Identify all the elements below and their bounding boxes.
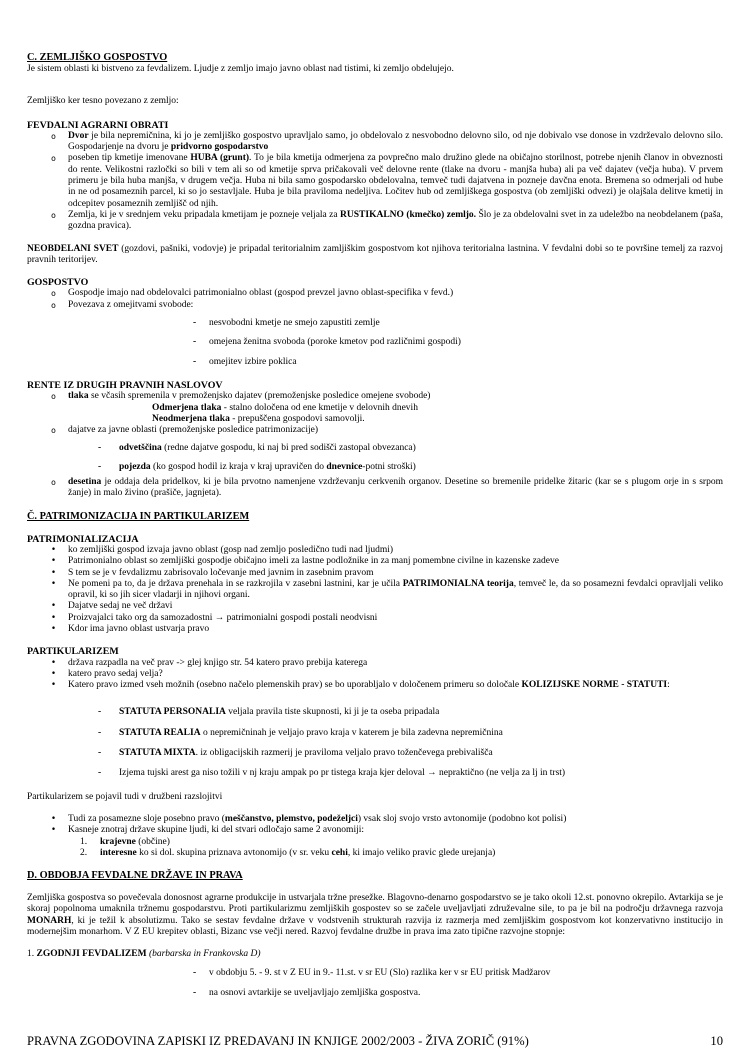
page-number: 10 xyxy=(710,1034,723,1048)
list-item xyxy=(27,357,723,368)
text-run: ko zemljiški gospod izvaja javno oblast (gosp nad zemljo posledično tudi nad ljudmi) xyxy=(68,544,394,555)
list-item xyxy=(27,658,723,669)
paragraph xyxy=(27,64,723,75)
text-run: poseben tip kmetije imenovane HUBA (grunt). To je bila kmetija odmerjena za povprečno malo družino glede na običajno storilnost, potrebe njenih članov in obveznosti do rente. Velikostni razločki so bili v tem ali so od kmetije sprva pričakovali več delovne rente (tlake na dvoru - manjša huba) ali pa več dajatev (večja huba). V prvem primeru je bila huba manjša, v drugem večja. Huba ni bila samo gospodarsko obdelovalna, temveč tudi dajatvena in pozneje davčna enota. Bremena so odmerjali od hube in ne od posameznih parcel, ki so jo sestavljale. Huba je bila praviloma nedeljiva. Ločitev hub od zemljiškega gospostva (ob zemljiški odvezi) je olajšala delitve kmetij in odcepitev posameznih zemljišč od njih. xyxy=(68,153,723,209)
paragraph xyxy=(27,244,723,267)
text-run: STATUTA PERSONALIA veljala pravila tiste skupnosti, ki ji je ta oseba pripadala xyxy=(119,707,440,718)
paragraph xyxy=(27,949,723,960)
text-run: RENTE IZ DRUGIH PRAVNIH NASLOVOV xyxy=(27,379,223,391)
spacer xyxy=(27,803,723,814)
list-item xyxy=(27,300,723,311)
text-run: Zemljiška gospostva so povečevala donosnost agrarne produkcije in ustvarjala tržne presežke. Blagovno-denarno gospodarstvo se je tako okoli 12.st. ponovno okrepilo. Avtarkija se je skoraj popolnoma umaknila tržnemu gospodarstvu. Proti partikularizmu zemljiških gospostev so se začele uveljavljati združevalne sile, to pa je bil na področju državnega razvoja MONARH, ki je težil k absolutizmu. Tako se sestav fevdalne države v vodstvenih strukturah razvija iz razmerja med zemljiškim gospostvom kot konzervativno institucijo in modernejšim monarhom. V Z EU krepitev oblasti, Bizanc vse večji nered. Razvoj fevdalne družbe in prava ima zato tipične razvojne stopnje: xyxy=(27,893,723,938)
document-body xyxy=(27,52,723,999)
list-item xyxy=(27,968,723,979)
list-item xyxy=(27,131,723,154)
text-run: PARTIKULARIZEM xyxy=(27,646,119,658)
bullet-marker: - xyxy=(193,356,197,367)
text-run: 1. ZGODNJI FEVDALIZEM (barbarska in Frankovska D) xyxy=(27,949,261,960)
list-item xyxy=(27,545,723,556)
bullet-marker: o xyxy=(51,299,56,310)
spacer xyxy=(27,108,723,120)
bullet-marker: • xyxy=(51,544,57,555)
text-run: Povezava z omejitvami svobode: xyxy=(68,299,194,310)
text-run: Kdor ima javno oblast ustvarja pravo xyxy=(68,623,210,634)
text-run: Zemljiško ker tesno povezano z zemljo: xyxy=(27,96,179,107)
list-item xyxy=(27,848,723,859)
definition-line xyxy=(27,403,723,414)
bullet-marker: • xyxy=(51,578,57,589)
subsection-heading xyxy=(27,120,723,131)
text-run: Č. PATRIMONIZACIJA IN PARTIKULARIZEM xyxy=(27,510,250,522)
list-item xyxy=(27,391,723,402)
list-item xyxy=(27,337,723,348)
list-item xyxy=(27,425,723,436)
list-item xyxy=(27,624,723,635)
bullet-marker: - xyxy=(98,707,102,718)
bullet-marker: o xyxy=(51,288,56,299)
text-run: STATUTA REALIA o nepremičninah je veljajo pravo kraja v katerem je bila zadevna nepremičnina xyxy=(119,727,503,738)
bullet-marker: o xyxy=(51,425,56,436)
text-run: Neodmerjena tlaka - prepuščena gospodovi samovolji. xyxy=(152,413,365,424)
text-run: Je sistem oblasti ki bistveno za fevdalizem. Ljudje z zemljo imajo javno oblast nad tistimi, ki zemljo obdelujejo. xyxy=(27,64,454,74)
section-heading xyxy=(27,52,723,64)
text-run: D. OBDOBJA FEVDALNE DRŽAVE IN PRAVA xyxy=(27,870,243,882)
bullet-marker: - xyxy=(98,768,102,779)
bullet-marker: • xyxy=(51,668,57,679)
list-item xyxy=(27,669,723,680)
list-item xyxy=(27,707,723,718)
text-run: Tudi za posamezne sloje posebno pravo (meščanstvo, plemstvo, podeželjci) vsak sloj svojo vrsto avtonomije (podobno kot polisi) xyxy=(68,813,567,824)
spacer xyxy=(27,266,723,277)
spacer xyxy=(27,938,723,949)
bullet-marker: • xyxy=(51,623,57,634)
text-run: PATRIMONIALIZACIJA xyxy=(27,533,139,545)
list-item xyxy=(27,680,723,691)
bullet-marker: - xyxy=(193,967,197,978)
spacer xyxy=(27,635,723,646)
text-run: C. ZEMLJIŠKO GOSPOSTVO xyxy=(27,52,168,63)
subsection-heading xyxy=(27,646,723,657)
bullet-marker: • xyxy=(51,657,57,668)
text-run: Izjema tujski arest ga niso tožili v nj kraju ampak po pr tistega kraja kjer deloval → nepraktično (ne velja za lj in trst) xyxy=(119,768,566,779)
subsection-heading xyxy=(27,534,723,545)
text-run: Zemlja, ki je v srednjem veku pripadala kmetijam je pozneje veljala za RUSTIKALNO (kmečko) zemljo. Šlo je za obdelovalni svet in za udeležbo na neobdelanem (paša, gozdna pravica). xyxy=(68,209,723,232)
list-item xyxy=(27,988,723,999)
subsection-heading xyxy=(27,380,723,391)
spacer xyxy=(27,859,723,870)
paragraph xyxy=(27,893,723,938)
bullet-marker: - xyxy=(193,318,197,329)
list-item xyxy=(27,568,723,579)
text-run: NEOBDELANI SVET (gozdovi, pašniki, vodovje) je pripadal teritorialnim zamljiškim gospostvom kot njihova teritorialna lastnina. V fevdalni dobi so te površine temelj za razvoj pravnih teritorijev. xyxy=(27,243,723,265)
list-item xyxy=(27,825,723,836)
bullet-marker: o xyxy=(51,209,56,220)
text-run: S tem se je v fevdalizmu zabrisovalo ločevanje med javnim in zasebnim pravom xyxy=(68,567,374,578)
text-run: GOSPOSTVO xyxy=(27,277,89,289)
text-run: nesvobodni kmetje ne smejo zapustiti zemlje xyxy=(209,318,380,329)
bullet-marker: • xyxy=(51,813,57,824)
text-run: interesne ko si dol. skupina priznava avtonomijo (v sr. veku cehi, ki imajo veliko pravic glede urejanja) xyxy=(100,847,496,858)
text-run: Gospodje imajo nad obdelovalci patrimonialno oblast (gospod prevzel javno oblast-specifika v fevd.) xyxy=(68,288,454,299)
text-run: Ne pomeni pa to, da je država prenehala in se razkrojila v zasebni lastnini, kar je učila PATRIMONIALNA teorija, temveč le, da so posamezni fevdalci opravljali veliko opravil, ki so jih sicer vladarji in njihovi organi. xyxy=(68,578,724,601)
list-item xyxy=(27,556,723,567)
bullet-marker: - xyxy=(98,443,102,454)
section-heading xyxy=(27,870,723,882)
text-run: Kasneje znotraj države skupine ljudi, ki del stvari odločajo same 2 avonomiji: xyxy=(68,825,365,836)
list-item xyxy=(27,768,723,779)
text-run: država razpadla na več prav -> glej knjigo str. 54 katero pravo prebija katerega xyxy=(68,657,368,668)
list-item xyxy=(27,814,723,825)
bullet-marker: • xyxy=(51,567,57,578)
page-footer xyxy=(27,1034,723,1049)
text-run: tlaka se včasih spremenila v premoženjsko dajatev (premoženjske posledice omejene svobode) xyxy=(68,391,431,402)
bullet-marker: • xyxy=(51,556,57,567)
spacer xyxy=(27,233,723,244)
text-run: dajatve za javne oblasti (premoženjske posledice patrimonizacije) xyxy=(68,425,319,436)
spacer xyxy=(27,500,723,511)
text-run: FEVDALNI AGRARNI OBRATI xyxy=(27,119,169,131)
bullet-marker: • xyxy=(51,601,57,612)
list-item xyxy=(27,601,723,612)
text-run: pojezda (ko gospod hodil iz kraja v kraj upravičen do dnevnice-potni stroški) xyxy=(119,461,416,472)
spacer xyxy=(27,75,723,96)
text-run: Partikularizem se pojavil tudi v družbeni razslojitvi xyxy=(27,791,223,802)
text-run: Odmerjena tlaka - stalno določena od ene kmetije v delovnih dnevih xyxy=(152,402,418,413)
text-run: omejena ženitna svoboda (poroke kmetov pod različnimi gospodi) xyxy=(209,337,461,348)
list-item xyxy=(27,318,723,329)
bullet-marker: - xyxy=(98,748,102,759)
text-run: STATUTA MIXTA. iz obligacijskih razmerij je praviloma veljalo pravo toženčevega prebivališča xyxy=(119,748,493,759)
bullet-marker: - xyxy=(193,987,197,998)
list-item xyxy=(27,748,723,759)
bullet-marker: o xyxy=(51,153,56,164)
bullet-marker: • xyxy=(51,680,57,691)
paragraph xyxy=(27,96,723,107)
bullet-marker: o xyxy=(51,130,56,141)
spacer xyxy=(27,523,723,534)
list-item xyxy=(27,153,723,209)
bullet-marker: • xyxy=(51,825,57,836)
text-run: desetina je oddaja dela pridelkov, ki je bila prvotno namenjene vzdrževanju cerkvenih organov. Desetine so bremenile pridelke žitaric (kar se s plugom orje in s srpom žanje) in malo živino (prašiče, jagnjeta). xyxy=(68,477,723,499)
bullet-marker: o xyxy=(51,477,56,488)
text-run: Katero pravo izmed vseh možnih (osebno načelo plemenskih prav) se bo uporabljalo v določenem primeru so določale KOLIZIJSKE NORME - STATUTI: xyxy=(68,680,670,691)
text-run: krajevne (občine) xyxy=(100,836,170,847)
bullet-marker: - xyxy=(98,461,102,472)
list-item xyxy=(27,579,723,602)
spacer xyxy=(27,882,723,893)
text-run: Patrimonialno oblast so zemljiški gospodje običajno imeli za lastne podložnike in za manj pomembne civilne in kazenske zadeve xyxy=(68,556,559,567)
list-item xyxy=(27,210,723,233)
bullet-marker: - xyxy=(193,337,197,348)
text-run: v obdobju 5. - 9. st v Z EU in 9.- 11.st. v sr EU (Slo) razlika ker v sr EU pritisk Madžarov xyxy=(209,967,551,978)
text-run: na osnovi avtarkije se uveljavljajo zemljiška gospostva. xyxy=(209,987,421,998)
list-item xyxy=(27,462,723,473)
footer-title: PRAVNA ZGODOVINA ZAPISKI IZ PREDAVANJ IN KNJIGE 2002/2003 - ŽIVA ZORIČ (91%) xyxy=(27,1034,529,1048)
text-run: Proizvajalci tako org da samozadostni → patrimonialni gospodi postali neodvisni xyxy=(68,612,378,623)
text-run: Dvor je bila nepremičnina, ki jo je zemljiško gospostvo upravljalo samo, jo obdelovalo z nesvobodno delovno silo, od nje dobivalo vse donose in vzdrževalo delovno silo. Gospodarjenje na dvoru je pridvorno gospodarstvo xyxy=(68,130,723,153)
list-item xyxy=(27,288,723,299)
list-item xyxy=(27,728,723,739)
text-run: omejitev izbire poklica xyxy=(209,356,297,367)
list-item xyxy=(27,477,723,500)
bullet-marker: o xyxy=(51,391,56,402)
bullet-marker: • xyxy=(51,612,57,623)
text-run: odvetščina (redne dajatve gospodu, ki naj bi pred sodišči zastopal obvezanca) xyxy=(119,443,416,454)
list-number: 2. xyxy=(80,847,88,858)
subsection-heading xyxy=(27,277,723,288)
section-heading xyxy=(27,511,723,523)
paragraph xyxy=(27,792,723,803)
text-run: katero pravo sedaj velja? xyxy=(68,668,163,679)
bullet-marker: - xyxy=(98,727,102,738)
list-item xyxy=(27,837,723,848)
list-number: 1. xyxy=(80,836,88,847)
list-item xyxy=(27,443,723,454)
spacer xyxy=(27,368,723,380)
text-run: Dajatve sedaj ne več državi xyxy=(68,601,173,612)
list-item xyxy=(27,613,723,624)
definition-line xyxy=(27,414,723,425)
